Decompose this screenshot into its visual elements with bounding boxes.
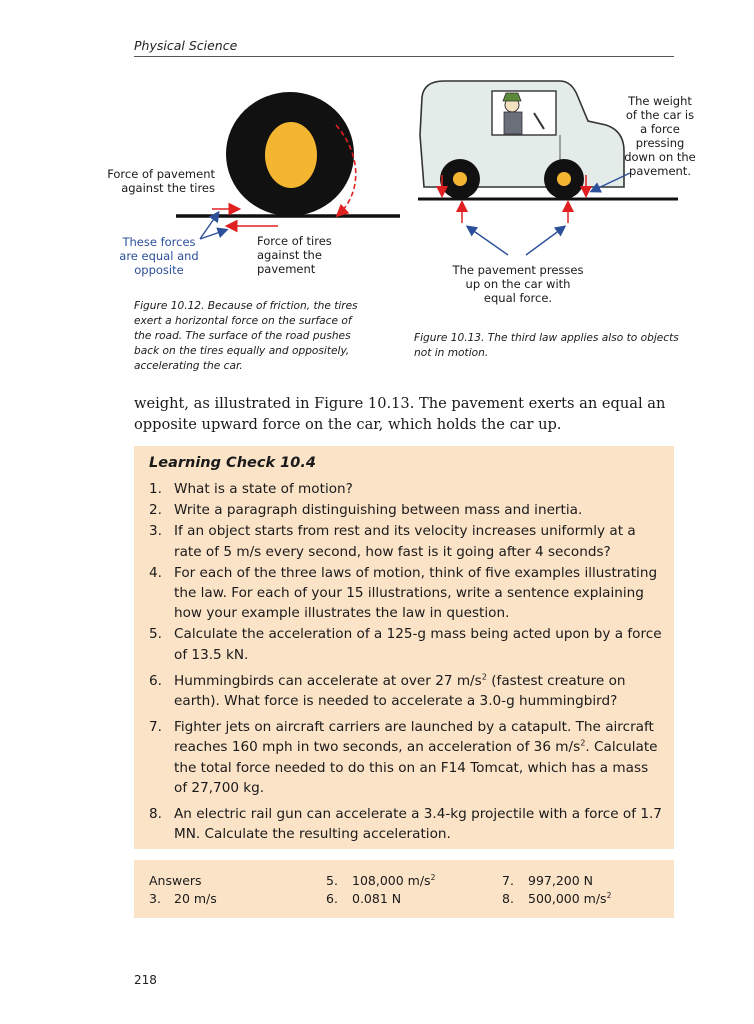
driver-hat bbox=[503, 93, 521, 101]
rear-hub bbox=[557, 172, 571, 186]
answer-3-value: 20 m/s bbox=[174, 891, 217, 906]
question-number: 8. bbox=[149, 806, 162, 823]
body-paragraph: weight, as illustrated in Figure 10.13. The pavement exerts an equal an opposite upward force on the car, which holds the car up. bbox=[134, 395, 666, 433]
question-number: 2. bbox=[149, 502, 162, 519]
answer-text: 108,000 m/s bbox=[352, 873, 431, 888]
figure-10-13 bbox=[410, 75, 710, 315]
figure-10-12 bbox=[100, 75, 400, 295]
answer-8-number: 8. bbox=[502, 891, 514, 906]
answer-7-value: 997,200 N bbox=[528, 873, 594, 888]
superscript: 2 bbox=[606, 890, 612, 900]
question-text: Calculate the acceleration of a 125-g mass being acted upon by a force of 13.5 kN. bbox=[174, 626, 662, 663]
answer-5-value bbox=[352, 873, 435, 889]
question-item bbox=[149, 717, 663, 798]
wheel-hub bbox=[265, 122, 317, 188]
driver-body bbox=[504, 112, 522, 134]
learning-check-title: Learning Check 10.4 bbox=[149, 455, 316, 471]
question-item bbox=[149, 563, 663, 624]
question-text: An electric rail gun can accelerate a 3.4-kg projectile with a force of 1.7 MN. Calculate the resulting acceleration. bbox=[174, 806, 662, 843]
label-equal-forces: These forces are equal and opposite bbox=[119, 235, 199, 277]
label-force-pavement: Force of pavement against the tires bbox=[107, 167, 215, 195]
answer-5-number: 5. bbox=[326, 873, 338, 888]
header-rule bbox=[134, 56, 674, 57]
question-item bbox=[149, 624, 663, 664]
page-number: 218 bbox=[134, 973, 157, 987]
question-text: (fastest creature on earth). What force is needed to accelerate a 3.0-g hummingbird? bbox=[174, 672, 626, 710]
question-item bbox=[149, 671, 663, 711]
front-hub bbox=[453, 172, 467, 186]
answers-box bbox=[134, 860, 674, 918]
superscript: 2 bbox=[580, 737, 586, 748]
pavement-pointer-2 bbox=[526, 227, 564, 255]
question-item bbox=[149, 479, 663, 499]
answer-6-value: 0.081 N bbox=[352, 891, 402, 906]
superscript: 2 bbox=[430, 872, 436, 882]
question-item bbox=[149, 804, 663, 844]
question-number: 6. bbox=[149, 672, 162, 689]
question-text: Write a paragraph distinguishing between mass and inertia. bbox=[174, 502, 583, 519]
question-item bbox=[149, 500, 663, 520]
running-head: Physical Science bbox=[134, 38, 238, 53]
question-text: Hummingbirds can accelerate at over 27 m/s bbox=[174, 672, 482, 689]
question-number: 4. bbox=[149, 564, 162, 581]
question-number: 3. bbox=[149, 523, 162, 540]
question-text: If an object starts from rest and its velocity increases uniformly at a rate of 5 m/s every second, how fast is it going after 4 seconds? bbox=[174, 523, 636, 560]
question-text: . Calculate the total force needed to do this on an F14 Tomcat, which has a mass of 27,700 kg. bbox=[174, 739, 658, 796]
question-number: 5. bbox=[149, 626, 162, 643]
answer-8-value bbox=[528, 891, 611, 907]
pavement-pointer-1 bbox=[468, 227, 508, 255]
question-text: For each of the three laws of motion, think of five examples illustrating the law. For each of your 15 illustrations, write a sentence explaining how your example illustrates the law in question. bbox=[174, 564, 658, 622]
question-number: 7. bbox=[149, 719, 162, 736]
figure-10-12-caption: Figure 10.12. Because of friction, the tires exert a horizontal force on the surface of the road. The surface of the road pushes back on the tires equally and oppositely, accelerating the car. bbox=[134, 300, 358, 372]
answer-7-number: 7. bbox=[502, 873, 514, 888]
question-text: What is a state of motion? bbox=[174, 481, 353, 497]
label-weight: The weight of the car is a force pressing down on the pavement. bbox=[624, 94, 696, 178]
label-force-tires: Force of tires against the pavement bbox=[257, 234, 332, 276]
answers-heading: Answers bbox=[149, 873, 202, 888]
figure-10-13-caption: Figure 10.13. The third law applies also to objects not in motion. bbox=[414, 332, 679, 359]
question-text: Fighter jets on aircraft carriers are launched by a catapult. The aircraft reaches 160 mph in two seconds, an acceleration of 36 m/s bbox=[174, 719, 654, 756]
van-window bbox=[492, 91, 556, 135]
superscript: 2 bbox=[481, 671, 487, 682]
question-item bbox=[149, 521, 663, 561]
answer-6-number: 6. bbox=[326, 891, 338, 906]
label-pavement: The pavement presses up on the car with equal force. bbox=[452, 263, 584, 305]
learning-check-box bbox=[134, 446, 674, 849]
answer-3-number: 3. bbox=[149, 891, 161, 906]
answer-text: 500,000 m/s bbox=[528, 891, 607, 906]
question-list bbox=[149, 479, 663, 845]
question-number: 1. bbox=[149, 481, 162, 497]
